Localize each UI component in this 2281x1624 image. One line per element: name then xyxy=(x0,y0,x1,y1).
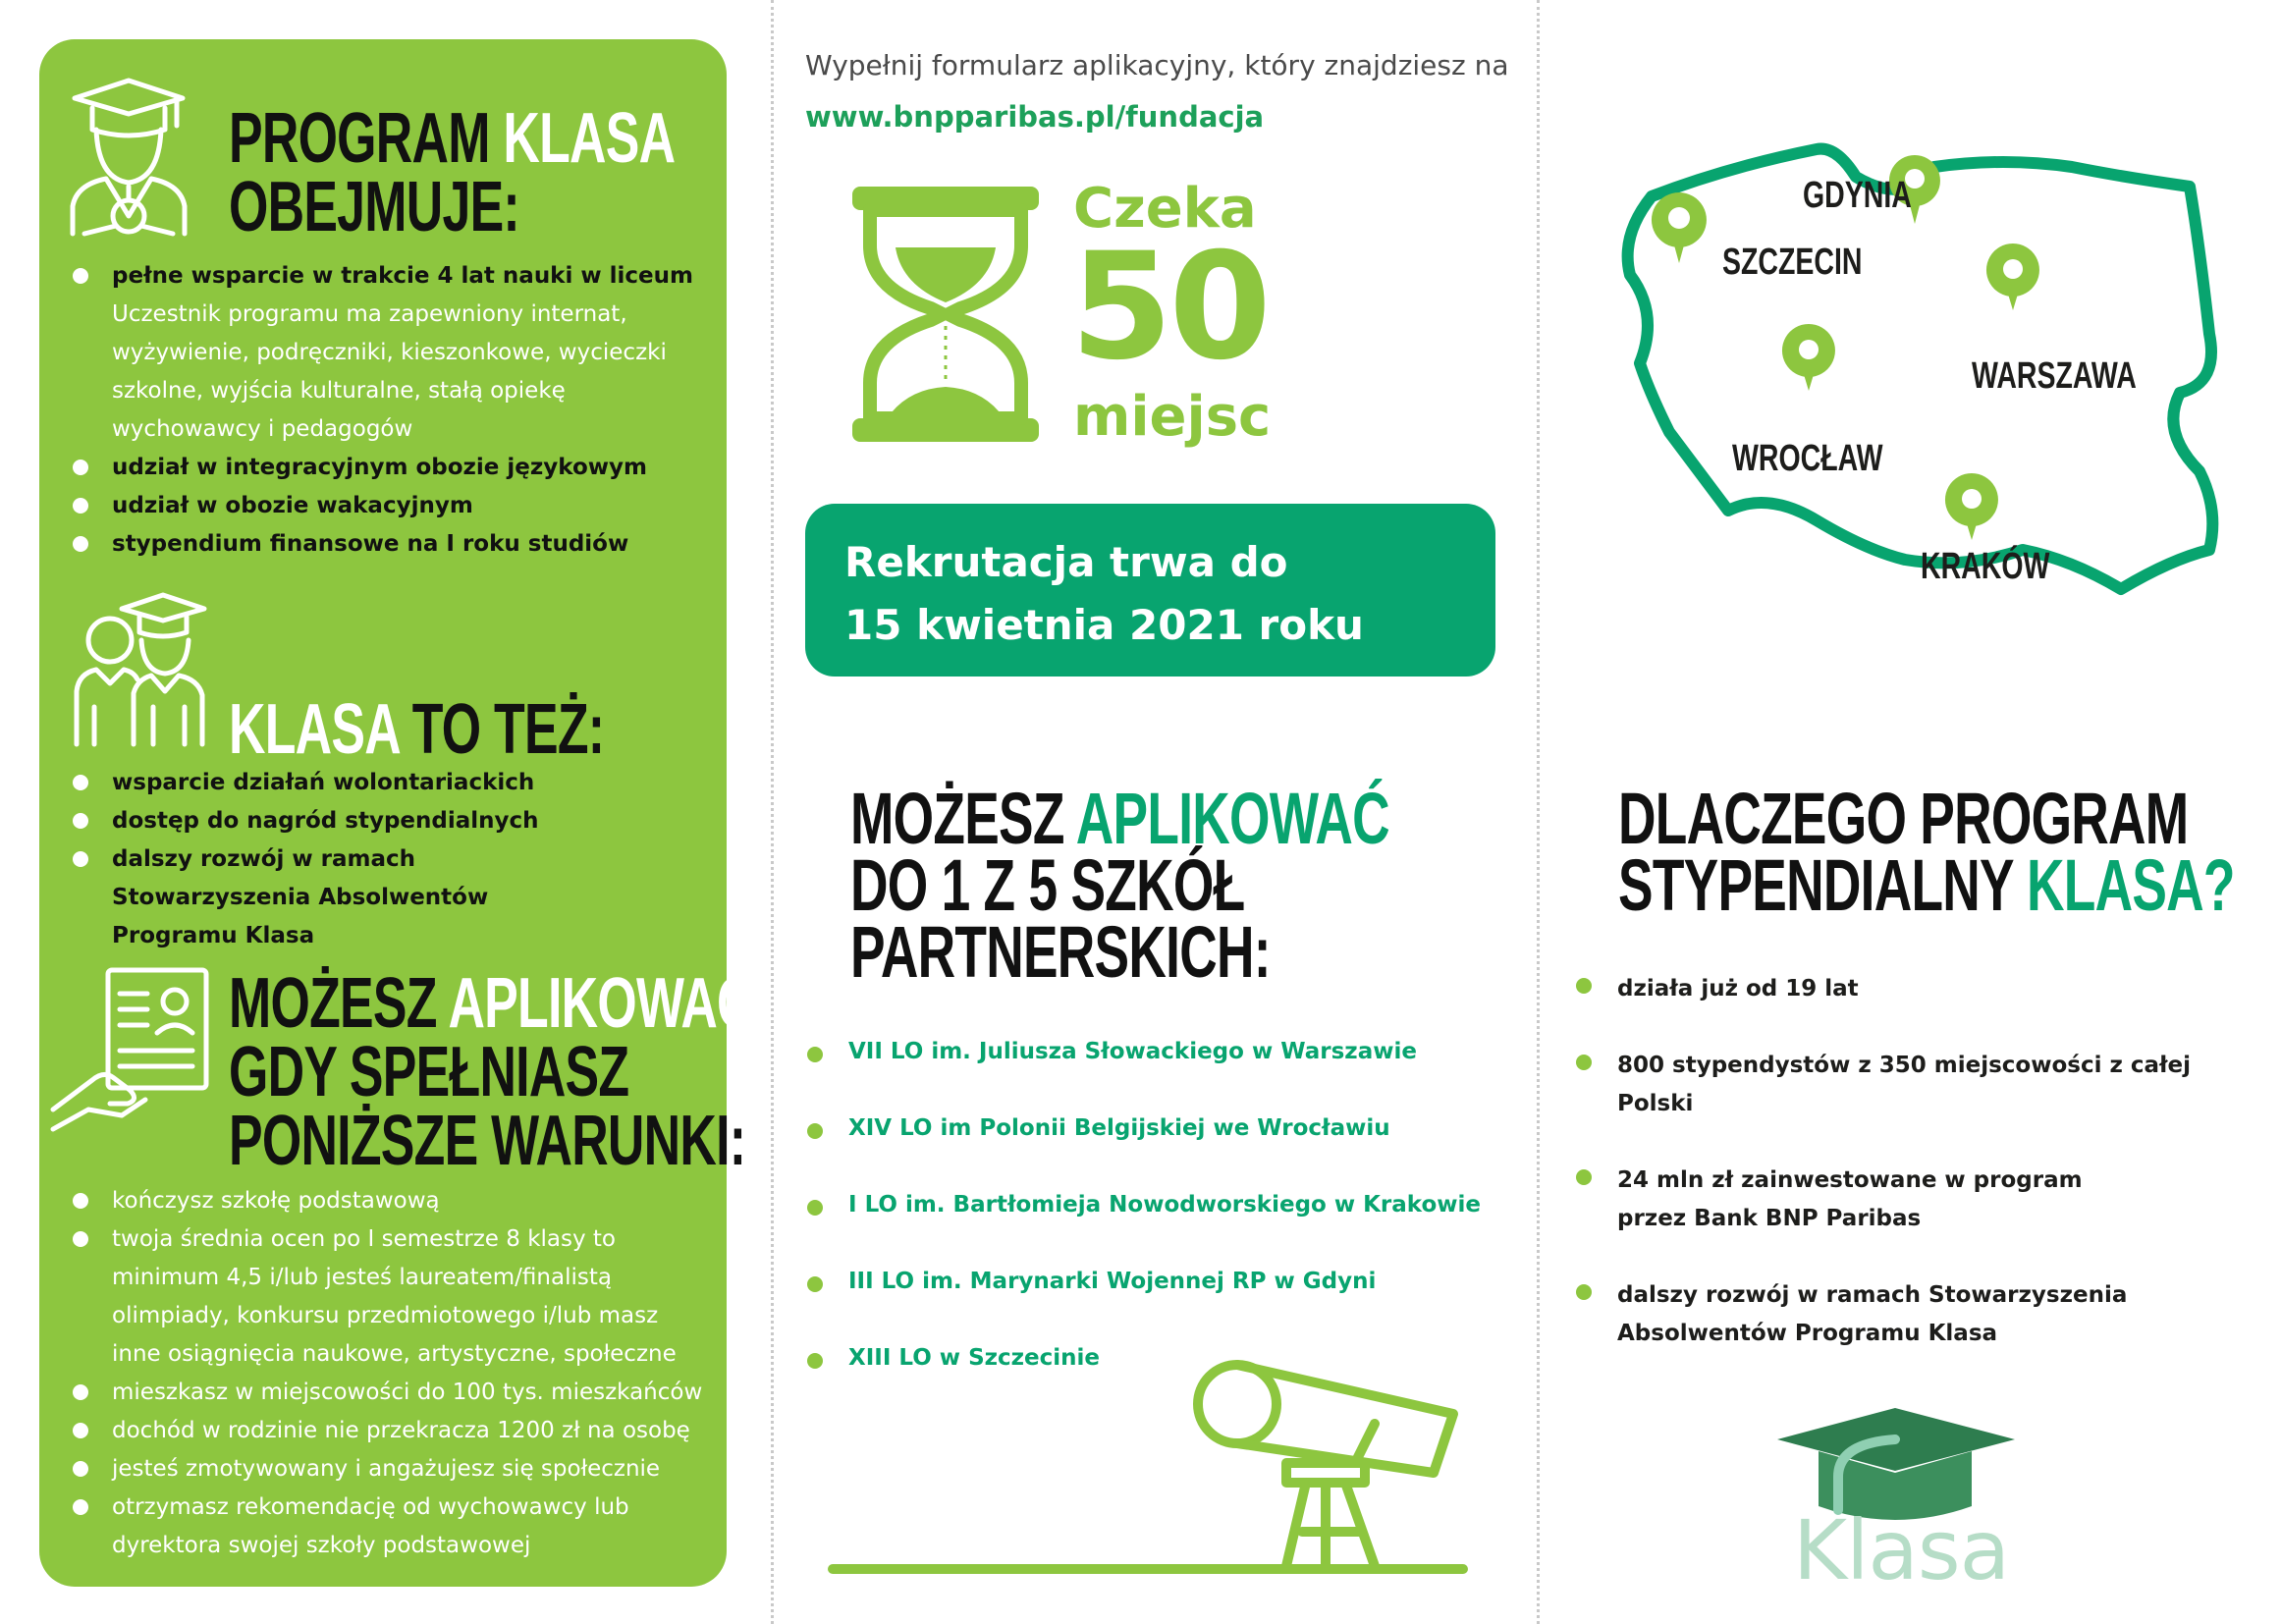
places-unit: miejsc xyxy=(1073,385,1272,449)
why-title xyxy=(1618,778,2235,926)
program-benefits-list xyxy=(39,257,707,564)
school-item: III LO im. Marynarki Wojennej RP w Gdyni xyxy=(805,1269,1493,1345)
city-label-szczecin: SZCZECIN xyxy=(1722,242,1863,283)
poland-map xyxy=(1610,137,2239,697)
recruitment-line-2: 15 kwietnia 2021 roku xyxy=(844,601,1364,649)
title-accent: KLASA xyxy=(229,690,400,769)
city-label-wroclaw: WROCŁAW xyxy=(1732,438,1883,479)
places-label: Czeka xyxy=(1073,177,1257,241)
places-count: 50 xyxy=(1070,222,1268,393)
title-accent: APLIKOWAĆ, xyxy=(448,964,767,1043)
why-item: działa już od 19 lat xyxy=(1574,970,2261,1008)
section-title-program xyxy=(229,99,676,246)
list-item: stypendium finansowe na I roku studiów xyxy=(39,525,707,564)
city-label-krakow: KRAKÓW xyxy=(1921,546,2050,587)
conditions-list xyxy=(39,1182,707,1565)
application-form-icon xyxy=(49,962,216,1129)
fundation-link[interactable]: www.bnpparibas.pl/fundacja xyxy=(805,100,1265,134)
title-text: MOŻESZ xyxy=(229,964,437,1043)
list-item-description: Uczestnik programu ma zapewniony internat, wyżywienie, podręczniki, kieszonkowe, wycieczki szkolne, wyjścia kulturalne, stałą opiekę wychowawcy i pedagogów xyxy=(112,301,667,442)
school-item: VII LO im. Juliusza Słowackiego w Warszawie xyxy=(805,1039,1493,1115)
map-pin-icon xyxy=(1986,244,2039,310)
list-item: dalszy rozwój w ramach Stowarzyszenia Absolwentów Programu Klasa xyxy=(39,840,603,955)
title-text: PROGRAM xyxy=(229,99,490,178)
students-icon xyxy=(69,589,206,746)
schools-title xyxy=(850,778,1389,993)
map-pin-icon xyxy=(1652,192,1707,263)
recruitment-deadline-box xyxy=(805,504,1495,677)
telescope-icon xyxy=(825,1345,1493,1581)
title-text: OBEJMUJE: xyxy=(229,168,519,246)
why-item: 800 stypendystów z 350 miejscowości z całej Polski xyxy=(1574,1047,2261,1123)
city-label-gdynia: GDYNIA xyxy=(1803,175,1912,216)
title-text: MOŻESZ xyxy=(850,778,1064,859)
title-text: PARTNERSKICH: xyxy=(850,911,1271,993)
recruitment-line-1: Rekrutacja trwa do xyxy=(844,538,1288,586)
list-item-label: pełne wsparcie w trakcie 4 lat nauki w liceum xyxy=(112,263,693,289)
list-item: dostęp do nagród stypendialnych xyxy=(39,802,707,840)
klasa-logo-text: Klasa xyxy=(1793,1502,2010,1598)
title-text: DLACZEGO PROGRAM xyxy=(1618,778,2189,859)
why-item: 24 mln zł zainwestowane w program przez Bank BNP Paribas xyxy=(1574,1162,2089,1238)
title-text: DO 1 Z 5 SZKÓŁ xyxy=(850,844,1245,926)
list-item: wsparcie działań wolontariackich xyxy=(39,764,707,802)
list-item: kończysz szkołę podstawową xyxy=(39,1182,707,1220)
list-item: dochód w rodzinie nie przekracza 1200 zł na osobę xyxy=(39,1412,707,1450)
school-item: XIII LO w Szczecinie xyxy=(805,1345,1493,1422)
intro-text: Wypełnij formularz aplikacyjny, który znajdziesz na xyxy=(805,49,1509,81)
section-title-conditions xyxy=(229,964,767,1180)
title-text: GDY SPEŁNIASZ xyxy=(229,1033,629,1111)
list-item: udział w integracyjnym obozie językowym xyxy=(39,449,707,487)
why-list xyxy=(1574,970,2261,1353)
list-item: mieszkasz w miejscowości do 100 tys. mieszkańców xyxy=(39,1374,707,1412)
title-accent: APLIKOWAĆ xyxy=(1075,778,1389,859)
school-item: XIV LO im Polonii Belgijskiej we Wrocławiu xyxy=(805,1115,1493,1192)
title-text: STYPENDIALNY xyxy=(1618,844,2013,926)
list-item: jesteś zmotywowany i angażujesz się społecznie xyxy=(39,1450,707,1489)
list-item: otrzymasz rekomendację od wychowawcy lub dyrektora swojej szkoły podstawowej xyxy=(39,1489,662,1565)
fold-divider-left xyxy=(771,0,774,1624)
left-panel xyxy=(39,39,767,1587)
klasa-also-list xyxy=(39,764,707,955)
list-item: twoja średnia ocen po I semestrze 8 klasy to minimum 4,5 i/lub jesteś laureatem/finalistą olimpiady, konkursu przedmiotowego i/lub masz inne osiągnięcia naukowe, artystyczne, społeczne xyxy=(39,1220,701,1374)
hourglass-icon xyxy=(852,187,1039,442)
map-pin-icon xyxy=(1945,473,1998,540)
school-item: I LO im. Bartłomieja Nowodworskiego w Krakowie xyxy=(805,1192,1493,1269)
city-label-warszawa: WARSZAWA xyxy=(1972,355,2137,397)
title-accent: KLASA xyxy=(503,99,676,178)
list-item: udział w obozie wakacyjnym xyxy=(39,487,707,525)
fold-divider-right xyxy=(1537,0,1540,1624)
list-item xyxy=(39,257,707,449)
section-title-klasa xyxy=(229,690,605,769)
graduate-icon xyxy=(65,69,192,236)
title-text: TO TEŻ: xyxy=(411,690,605,769)
why-item: dalszy rozwój w ramach Stowarzyszenia Absolwentów Programu Klasa xyxy=(1574,1276,2265,1353)
map-pin-icon xyxy=(1782,324,1835,391)
title-text: PONIŻSZE WARUNKI: xyxy=(229,1102,746,1180)
title-accent: KLASA? xyxy=(2026,844,2235,926)
